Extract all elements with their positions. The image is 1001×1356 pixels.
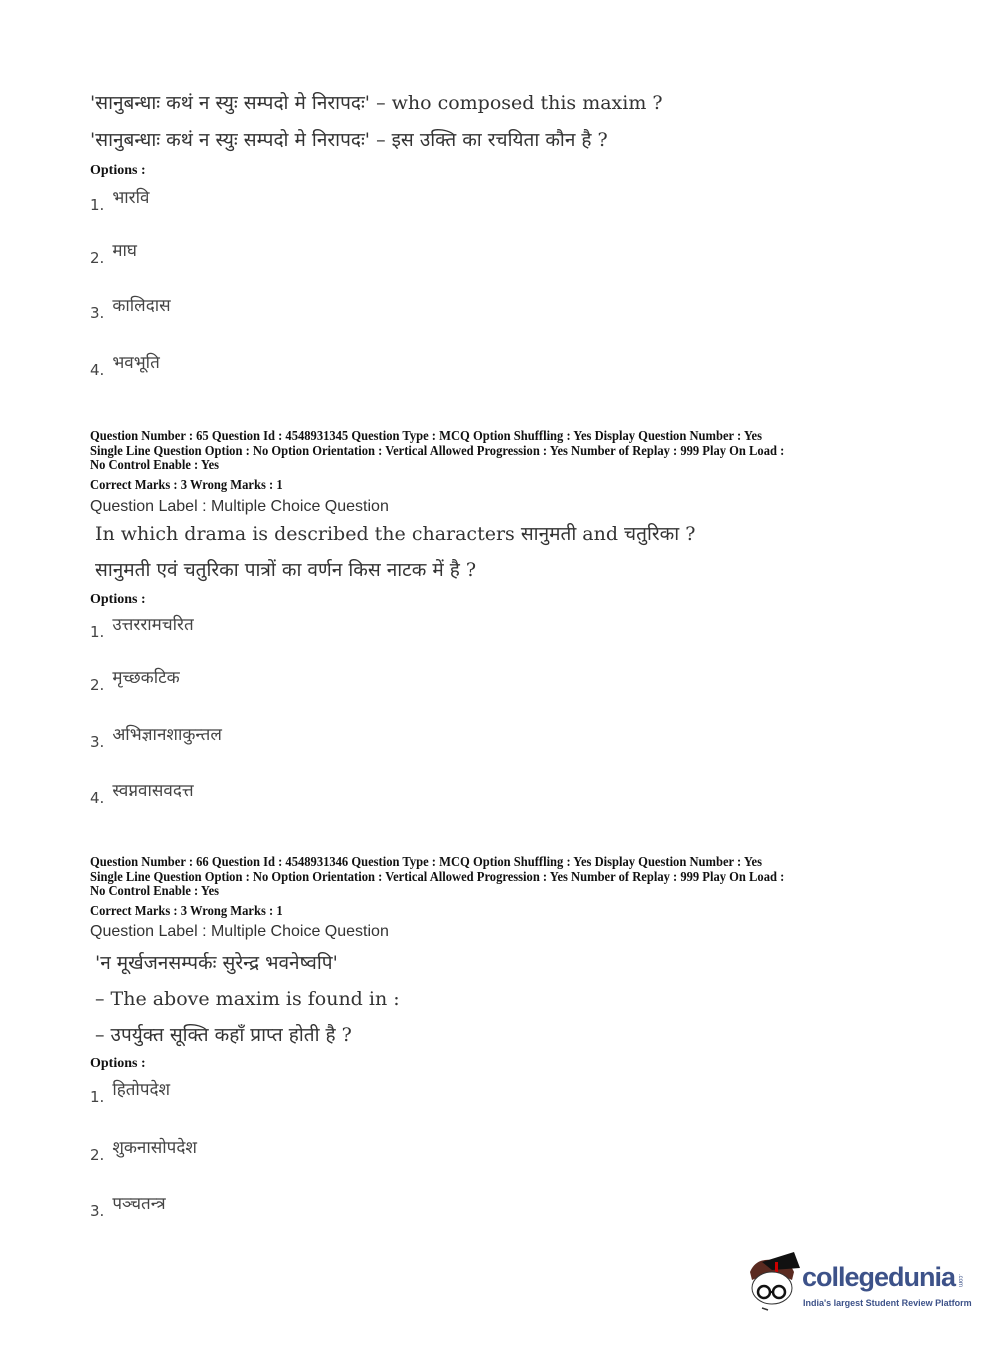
options-heading: Options : xyxy=(90,163,146,178)
meta-line: Question Number : 66 Question Id : 4548931346 Question Type : MCQ Option Shuffling : Yes Display Question Number : Yes xyxy=(90,854,762,869)
option-text: भारवि xyxy=(112,188,150,208)
option-1 xyxy=(90,612,194,641)
logo-tagline: India's largest Student Review Platform xyxy=(803,1298,972,1308)
question-66-text-en: – The above maxim is found in : xyxy=(95,988,400,1010)
question-66-marks: Correct Marks : 3 Wrong Marks : 1 xyxy=(90,903,283,918)
options-heading: Options : xyxy=(90,592,146,607)
option-number: 4. xyxy=(90,789,105,807)
options-heading: Options : xyxy=(90,1056,146,1071)
question-65-meta xyxy=(90,429,784,473)
question-64-text-en: 'सानुबन्धाः कथं न स्युः सम्पदो मे निरापदः' – who composed this maxim ? xyxy=(90,92,663,114)
option-text: उत्तररामचरित xyxy=(112,615,194,635)
option-number: 1. xyxy=(90,1088,105,1106)
question-65-label: Question Label : Multiple Choice Question xyxy=(90,498,389,515)
option-number: 3. xyxy=(90,733,105,751)
meta-line: No Control Enable : Yes xyxy=(90,457,220,472)
option-4 xyxy=(90,778,194,807)
collegedunia-logo xyxy=(742,1250,992,1320)
option-2 xyxy=(90,665,180,694)
meta-line: Single Line Question Option : No Option Orientation : Vertical Allowed Progression : Yes Number of Replay : 999 Play On Load : xyxy=(90,868,785,884)
option-number: 1. xyxy=(90,196,105,214)
logo-suffix: .com xyxy=(957,1274,964,1288)
option-text: भवभूति xyxy=(112,353,160,373)
question-66-meta xyxy=(90,855,784,899)
question-66-text-hi: – उपर्युक्त सूक्ति कहाँ प्राप्त होती है ? xyxy=(95,1024,352,1046)
meta-line: Single Line Question Option : No Option Orientation : Vertical Allowed Progression : Yes Number of Replay : 999 Play On Load : xyxy=(90,442,785,458)
option-number: 3. xyxy=(90,304,105,322)
option-2 xyxy=(90,238,137,267)
option-text: शुकनासोपदेश xyxy=(112,1138,197,1158)
option-3 xyxy=(90,722,222,751)
question-65-marks: Correct Marks : 3 Wrong Marks : 1 xyxy=(90,477,283,492)
option-text: हितोपदेश xyxy=(112,1080,171,1100)
option-number: 2. xyxy=(90,676,105,694)
option-number: 3. xyxy=(90,1202,105,1220)
option-number: 4. xyxy=(90,361,105,379)
option-text: कालिदास xyxy=(112,296,171,316)
option-text: अभिज्ञानशाकुन्तल xyxy=(112,725,222,745)
option-text: माघ xyxy=(112,241,137,261)
option-2 xyxy=(90,1135,197,1164)
meta-line: Question Number : 65 Question Id : 4548931345 Question Type : MCQ Option Shuffling : Yes Display Question Number : Yes xyxy=(90,428,762,443)
option-1 xyxy=(90,1077,171,1106)
option-text: मृच्छकटिक xyxy=(112,668,180,688)
option-4 xyxy=(90,350,160,379)
option-text: पञ्चतन्त्र xyxy=(112,1194,166,1214)
mascot-icon xyxy=(742,1250,802,1312)
logo-brand: collegedunia xyxy=(802,1262,956,1292)
question-65-text-hi: सानुमती एवं चतुरिका पात्रों का वर्णन किस नाटक में है ? xyxy=(95,559,477,581)
question-64-text-hi: 'सानुबन्धाः कथं न स्युः सम्पदो मे निरापदः' – इस उक्ति का रचयिता कौन है ? xyxy=(90,129,608,151)
meta-line: No Control Enable : Yes xyxy=(90,883,220,898)
option-1 xyxy=(90,185,150,214)
question-66-maxim: 'न मूर्खजनसम्पर्कः सुरेन्द्र भवनेष्वपि' xyxy=(95,952,338,974)
option-text: स्वप्नवासवदत्त xyxy=(112,781,194,801)
question-65-text-en: In which drama is described the characters सानुमती and चतुरिका ? xyxy=(95,523,696,545)
option-number: 2. xyxy=(90,249,105,267)
option-3 xyxy=(90,293,171,322)
option-3 xyxy=(90,1191,166,1220)
question-66-label: Question Label : Multiple Choice Question xyxy=(90,923,389,940)
option-number: 1. xyxy=(90,623,105,641)
option-number: 2. xyxy=(90,1146,105,1164)
logo-wordmark xyxy=(802,1262,963,1293)
